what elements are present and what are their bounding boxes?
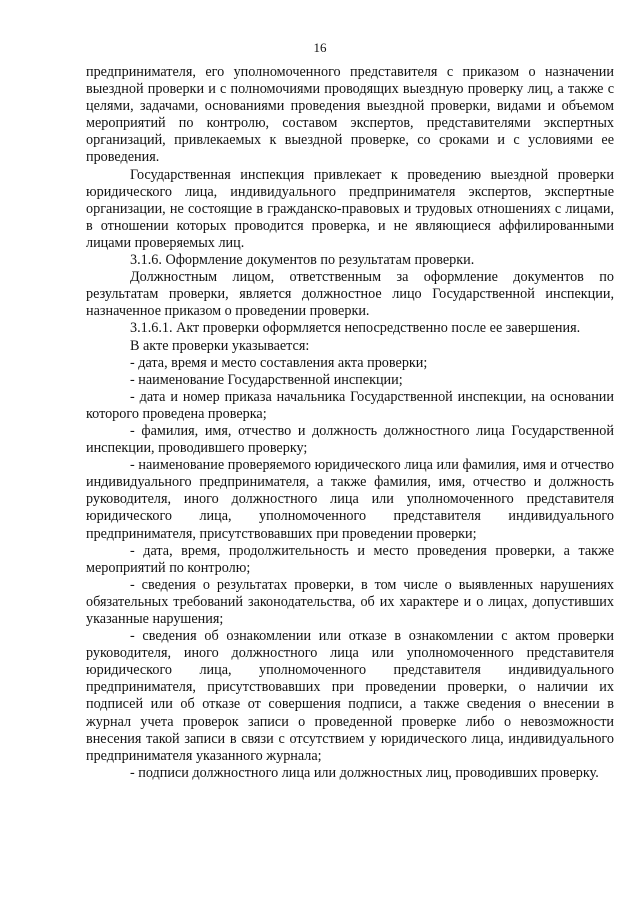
paragraph-experts: Государственная инспекция привлекает к проведению выездной проверки юридического лица, индивидуального предпринимателя экспертов, экспертные организации, не состоящие в гражданско-правовых и трудовых отношениях с лицами, в отношении которых проводится проверка, и не являющиеся аффилированными лицами проверяемых лиц. — [86, 166, 614, 251]
paragraph-responsible-official: Должностным лицом, ответственным за оформление документов по результатам проверки, является должностное лицо Государственной инспекции, назначенное приказом о проведении проверки. — [86, 269, 614, 320]
list-item-order-number: - дата и номер приказа начальника Государственной инспекции, на основании которого проведена проверка; — [86, 388, 614, 422]
page-number: 16 — [313, 40, 327, 55]
paragraph-act-contents-intro: В акте проверки указывается: — [130, 337, 310, 354]
list-item-signatures: - подписи должностного лица или должностных лиц, проводивших проверку. — [130, 764, 599, 781]
list-item-inspection-duration: - дата, время, продолжительность и место проведения проверки, а также мероприятий по контролю; — [86, 542, 614, 576]
list-item-inspector-name: - фамилия, имя, отчество и должность должностного лица Государственной инспекции, проводившего проверку; — [86, 422, 614, 457]
list-item-acquaintance-info: - сведения об ознакомлении или отказе в ознакомлении с актом проверки руководителя, иного должностного лица или уполномоченного представителя юридического лица, уполномоченного представителя индивидуального предпринимателя, присутствовавших при проведении проверки, о наличии их подписей или об отказе от совершения подписи, а также сведения о внесении в журнал учета проверок записи о проведенной проверке либо о невозможности внесения такой записи в связи с отсутствием у юридического лица, индивидуального предпринимателя указанного журнала; — [86, 628, 614, 764]
list-item-inspection-name: - наименование Государственной инспекции; — [130, 371, 403, 388]
section-heading-3-1-6-1: 3.1.6.1. Акт проверки оформляется непосредственно после ее завершения. — [130, 320, 581, 337]
section-heading-3-1-6: 3.1.6. Оформление документов по результатам проверки. — [130, 252, 475, 269]
document-body — [86, 64, 614, 782]
list-item-inspected-entity: - наименование проверяемого юридического лица или фамилия, имя и отчество индивидуального предпринимателя, а также фамилия, имя, отчество и должность руководителя, иного должностного лица или уполномоченного представителя юридического лица, уполномоченного представителя индивидуального предпринимателя, присутствовавших при проведении проверки; — [86, 457, 614, 542]
list-item-inspection-results: - сведения о результатах проверки, в том числе о выявленных нарушениях обязательных требований законодательства, об их характере и о лицах, допустивших указанные нарушения; — [86, 576, 614, 627]
list-item-date-place: - дата, время и место составления акта проверки; — [130, 354, 428, 371]
paragraph-continuation: предпринимателя, его уполномоченного представителя с приказом о назначении выездной проверки и с полномочиями проводящих выездную проверку лиц, а также с целями, задачами, основаниями проведения выездной проверки, видами и объемом мероприятий по контролю, составом экспертов, представителями экспертных организаций, привлекаемых к выездной проверке, со сроками и с условиями ее проведения. — [86, 64, 614, 166]
